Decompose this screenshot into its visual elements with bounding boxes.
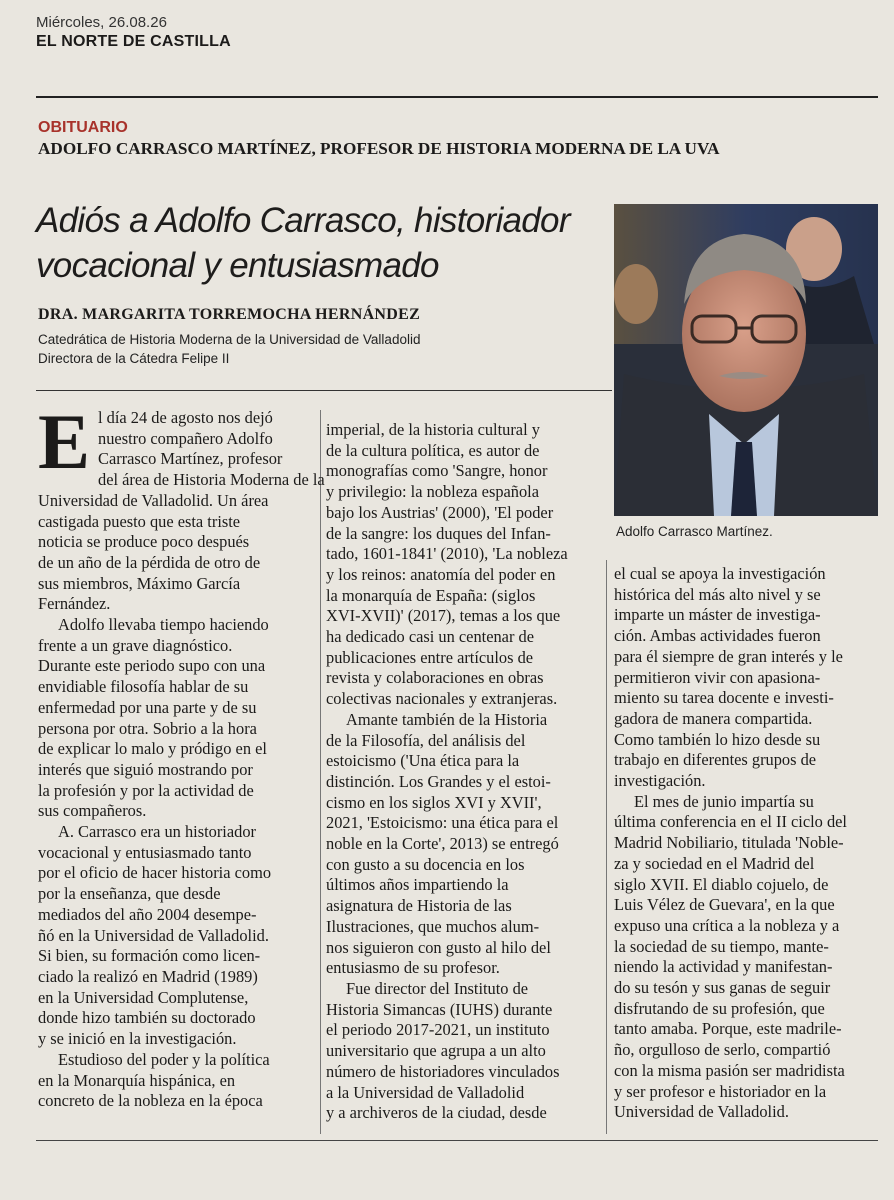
body-line: publicaciones entre artículos de	[326, 647, 534, 667]
body-line: nos siguieron con gusto al hilo del	[326, 937, 551, 957]
body-line: persona por otra. Sobrio a la hora	[38, 718, 257, 738]
body-line: gadora de manera compartida.	[614, 708, 813, 728]
body-line: de la sangre: los duques del Infan-	[326, 523, 551, 543]
body-line: A. Carrasco era un historiador	[58, 822, 256, 842]
body-line: za y sociedad en el Madrid del	[614, 853, 815, 873]
body-line: ción. Ambas actividades fueron	[614, 626, 821, 646]
body-line: Adolfo llevaba tiempo haciendo	[58, 615, 269, 635]
body-line: niendo la actividad y manifestan-	[614, 957, 833, 977]
body-line: interés que siguió mostrando por	[38, 759, 253, 779]
body-line: castigada puesto que esta triste	[38, 511, 241, 531]
body-line: universitario que agrupa a un alto	[326, 1041, 546, 1061]
body-line: la profesión y por la actividad de	[38, 780, 254, 800]
body-line: imparte un máster de investiga-	[614, 605, 821, 625]
body-line: imperial, de la historia cultural y	[326, 420, 540, 439]
body-line: Fernández.	[38, 594, 111, 614]
bottom-rule	[36, 1140, 878, 1141]
body-line: Como también lo hizo desde su	[614, 729, 821, 749]
body-line: del área de Historia Moderna de la	[98, 470, 325, 490]
author-role-secondary: Directora de la Cátedra Felipe II	[38, 351, 230, 366]
body-line: sus compañeros.	[38, 801, 147, 821]
body-paragraph	[326, 979, 594, 1124]
body-paragraph	[38, 822, 306, 1050]
body-line: Madrid Nobiliario, titulada 'Noble-	[614, 833, 844, 853]
body-line: y a archiveros de la ciudad, desde	[326, 1103, 547, 1123]
masthead	[36, 14, 856, 52]
body-paragraph	[326, 710, 594, 979]
body-paragraph	[326, 420, 594, 710]
body-line: y los reinos: anatomía del poder en	[326, 564, 556, 584]
body-line: noticia se produce poco después	[38, 532, 250, 552]
body-line: Ilustraciones, que muchos alum-	[326, 916, 540, 936]
body-line: vocacional y entusiasmado tanto	[38, 842, 252, 862]
article-headline: Adiós a Adolfo Carrasco, historiador vocacional y entusiasmado	[36, 201, 570, 285]
body-line: con la misma pasión ser madridista	[614, 1060, 845, 1080]
body-line: en la Universidad Complutense,	[38, 987, 249, 1007]
photo-caption: Adolfo Carrasco Martínez.	[616, 524, 773, 539]
body-line: envidiable filosofía hablar de su	[38, 677, 249, 697]
body-line: estoicismo ('Una ética para la	[326, 751, 520, 771]
body-line: de la Filosofía, del análisis del	[326, 730, 526, 750]
body-line: la sociedad de su tiempo, mante-	[614, 936, 829, 956]
portrait-photo	[614, 204, 878, 516]
body-line: Fue director del Instituto de	[346, 978, 529, 998]
body-line: monografías como 'Sangre, honor	[326, 461, 548, 481]
body-line: de un año de la pérdida de otro de	[38, 552, 261, 572]
body-line: frente a un grave diagnóstico.	[38, 635, 233, 655]
body-line: el cual se apoya la investigación	[614, 564, 826, 583]
body-line: Durante este periodo supo con una	[38, 656, 266, 676]
author-name: DRA. MARGARITA TORREMOCHA HERNÁNDEZ	[38, 306, 421, 323]
body-line: Luis Vélez de Guevara', en la que	[614, 895, 835, 915]
body-line: y privilegio: la nobleza española	[326, 482, 540, 502]
body-line: l día 24 de agosto nos dejó	[98, 408, 273, 427]
body-line: últimos años impartiendo la	[326, 875, 509, 895]
body-line: Universidad de Valladolid. Un área	[38, 490, 269, 510]
body-line: con gusto a su docencia en los	[326, 854, 525, 874]
body-line: el periodo 2017-2021, un instituto	[326, 1020, 550, 1040]
body-paragraph	[614, 564, 880, 792]
body-line: cismo en los siglos XVI y XVII',	[326, 792, 542, 812]
body-line: miento su tarea docente e investi-	[614, 688, 834, 708]
body-line: do su tesón y sus ganas de seguir	[614, 978, 831, 998]
body-line: tado, 1601-1841' (2010), 'La nobleza	[326, 544, 568, 564]
article-kicker: ADOLFO CARRASCO MARTÍNEZ, PROFESOR DE HISTORIA MODERNA DE LA UVA	[38, 139, 720, 158]
body-line: 2021, 'Estoicismo: una ética para el	[326, 813, 559, 833]
body-paragraph	[38, 398, 325, 615]
body-line: la monarquía de España: (siglos	[326, 585, 536, 605]
body-line: concreto de la nobleza en la época	[38, 1091, 263, 1111]
body-line: colectivas nacionales y extranjeras.	[326, 689, 558, 709]
body-line: investigación.	[614, 771, 706, 791]
body-line: mediados del año 2004 desempe-	[38, 904, 257, 924]
body-line: ciado la realizó en Madrid (1989)	[38, 966, 258, 986]
body-paragraph	[38, 615, 306, 822]
body-line: número de historiadores vinculados	[326, 1061, 560, 1081]
body-paragraph	[614, 792, 880, 1123]
body-line: noble en la Corte', 2013) se entregó	[326, 834, 559, 854]
top-rule	[36, 96, 878, 98]
column-divider	[606, 560, 607, 1134]
body-line: Carrasco Martínez, profesor	[98, 449, 283, 469]
body-line: ño, orgulloso de serlo, compartió	[614, 1040, 831, 1060]
body-line: Estudioso del poder y la política	[58, 1049, 270, 1069]
body-line: Historia Simancas (IUHS) durante	[326, 999, 553, 1019]
section-label: OBITUARIO	[38, 119, 128, 136]
body-line: trabajo en diferentes grupos de	[614, 750, 817, 770]
author-role: Catedrática de Historia Moderna de la Universidad de Valladolid	[38, 332, 421, 347]
body-line: tanto amaba. Porque, este madrile-	[614, 1019, 842, 1039]
drop-cap: E	[38, 398, 91, 485]
body-line: permitieron vivir con apasiona-	[614, 667, 821, 687]
body-line: nuestro compañero Adolfo	[98, 428, 273, 448]
article-column-3	[614, 564, 880, 1123]
body-line: ñó en la Universidad de Valladolid.	[38, 925, 269, 945]
body-line: sus miembros, Máximo García	[38, 573, 241, 593]
body-line: y ser profesor e historiador en la	[614, 1081, 827, 1101]
body-line: bajo los Austrias' (2000), 'El poder	[326, 502, 554, 522]
article-column-2	[326, 420, 594, 1124]
body-line: El mes de junio impartía su	[634, 791, 814, 811]
body-line: siglo XVII. El diablo cojuelo, de	[614, 874, 829, 894]
body-line: por el oficio de hacer historia como	[38, 863, 272, 883]
article-column-1	[38, 398, 325, 1112]
body-line: Amante también de la Historia	[346, 709, 548, 729]
body-line: XVI-XVII)' (2017), temas a los que	[326, 606, 561, 626]
body-line: en la Monarquía hispánica, en	[38, 1070, 236, 1090]
newspaper-name: EL NORTE DE CASTILLA	[36, 33, 231, 50]
body-line: enfermedad por una parte y de su	[38, 697, 257, 717]
body-paragraph	[38, 1050, 306, 1112]
body-line: Universidad de Valladolid.	[614, 1102, 789, 1122]
body-line: Si bien, su formación como licen-	[38, 946, 261, 966]
column-divider	[320, 410, 321, 1134]
body-line: disfrutando de su profesión, que	[614, 998, 825, 1018]
body-line: expuso una crítica a la nobleza y a	[614, 915, 840, 935]
body-line: ha dedicado casi un centenar de	[326, 627, 534, 647]
body-line: asignatura de Historia de las	[326, 896, 512, 916]
body-line: revista y colaboraciones en obras	[326, 668, 544, 688]
body-line: última conferencia en el II ciclo del	[614, 812, 847, 832]
body-line: entusiasmo de su profesor.	[326, 958, 500, 978]
body-line: para él siempre de gran interés y le	[614, 646, 843, 666]
byline-rule	[36, 390, 612, 391]
body-line: por la enseñanza, que desde	[38, 884, 221, 904]
body-line: y se inició en la investigación.	[38, 1029, 237, 1049]
body-line: distinción. Los Grandes y el estoi-	[326, 771, 551, 791]
body-line: de explicar lo malo y pródigo en el	[38, 739, 267, 759]
issue-date: Miércoles, 26.08.26	[36, 14, 167, 31]
body-line: a la Universidad de Valladolid	[326, 1082, 525, 1102]
body-line: de la cultura política, es autor de	[326, 440, 540, 460]
body-line: histórica del más alto nivel y se	[614, 584, 821, 604]
body-line: donde hizo también su doctorado	[38, 1008, 256, 1028]
